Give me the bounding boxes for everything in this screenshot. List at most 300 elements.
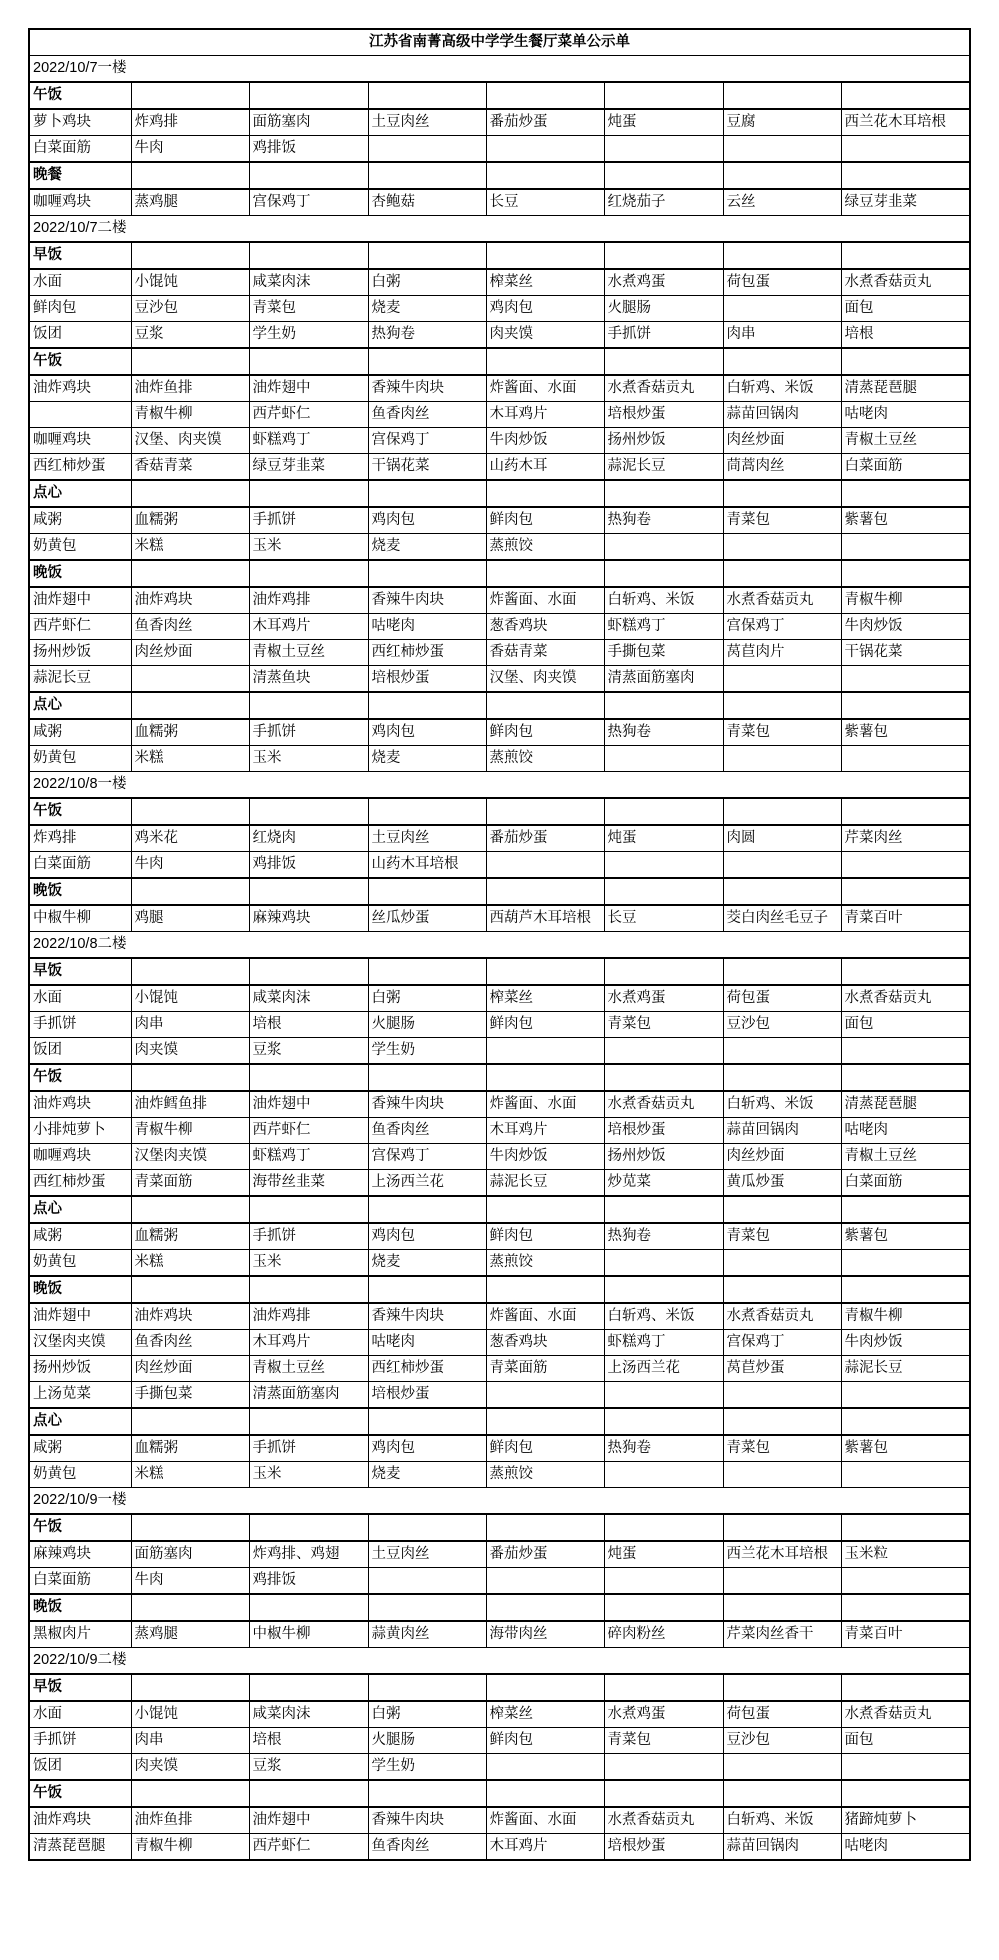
empty-cell [486,692,604,719]
meal-label: 点心 [29,1408,131,1435]
empty-cell [486,1038,604,1065]
dish-cell: 莴苣炒蛋 [723,1356,841,1382]
dish-cell: 手抓饼 [29,1012,131,1038]
meal-header-row [29,798,970,825]
dish-cell: 白菜面筋 [29,136,131,163]
empty-cell [368,480,486,507]
dish-cell: 玉米 [249,746,368,772]
empty-cell [841,1674,970,1701]
table-row [29,269,970,296]
dish-cell: 水面 [29,1701,131,1728]
dish-cell: 西芹虾仁 [249,1834,368,1861]
dish-cell: 青菜包 [604,1728,723,1754]
dish-cell: 牛肉 [131,1568,249,1595]
table-row [29,1382,970,1409]
table-row [29,1038,970,1065]
dish-cell: 鸡米花 [131,825,249,852]
dish-cell: 豆浆 [249,1038,368,1065]
empty-cell [604,1780,723,1807]
table-row [29,825,970,852]
dish-cell: 鸡肉包 [368,719,486,746]
empty-cell [486,878,604,905]
dish-cell: 白菜面筋 [841,1170,970,1197]
table-row [29,109,970,136]
empty-cell [604,82,723,109]
date-header-row [29,56,970,83]
table-row [29,507,970,534]
dish-cell: 手撕包菜 [604,640,723,666]
table-row [29,454,970,481]
dish-cell: 咸菜肉沫 [249,1701,368,1728]
dish-cell: 榨菜丝 [486,985,604,1012]
empty-cell [486,1594,604,1621]
date-label: 2022/10/8一楼 [29,772,970,799]
dish-cell: 水煮香菇贡丸 [841,1701,970,1728]
dish-cell: 炒苋菜 [604,1170,723,1197]
empty-cell [604,1276,723,1303]
meal-label: 午饭 [29,82,131,109]
meal-label: 晚餐 [29,162,131,189]
dish-cell: 鲜肉包 [486,1728,604,1754]
empty-cell [131,798,249,825]
dish-cell: 油炸鱼排 [131,375,249,402]
empty-cell [841,1462,970,1488]
dish-cell: 白菜面筋 [29,1568,131,1595]
dish-cell: 红烧茄子 [604,189,723,216]
empty-cell [604,1064,723,1091]
dish-cell: 青菜包 [723,719,841,746]
dish-cell: 海带丝韭菜 [249,1170,368,1197]
empty-cell [131,666,249,693]
dish-cell: 培根炒蛋 [604,402,723,428]
dish-cell: 咕咾肉 [841,1834,970,1861]
dish-cell: 香菇青菜 [486,640,604,666]
dish-cell: 水煮鸡蛋 [604,269,723,296]
dish-cell: 鲜肉包 [486,719,604,746]
meal-label: 晚饭 [29,878,131,905]
dish-cell: 水煮鸡蛋 [604,985,723,1012]
dish-cell: 鱼香肉丝 [368,1118,486,1144]
dish-cell: 虾糕鸡丁 [249,1144,368,1170]
dish-cell: 手抓饼 [29,1728,131,1754]
empty-cell [604,1594,723,1621]
dish-cell: 木耳鸡片 [486,1118,604,1144]
dish-cell: 烧麦 [368,296,486,322]
table-row [29,1435,970,1462]
dish-cell: 香辣牛肉块 [368,1807,486,1834]
dish-cell: 西葫芦木耳培根 [486,905,604,932]
empty-cell [723,1064,841,1091]
dish-cell: 白斩鸡、米饭 [723,1091,841,1118]
dish-cell: 西兰花木耳培根 [841,109,970,136]
dish-cell: 青椒牛柳 [841,587,970,614]
dish-cell: 培根 [249,1728,368,1754]
meal-label: 午饭 [29,1780,131,1807]
empty-cell [368,958,486,985]
empty-cell [723,746,841,772]
dish-cell: 面包 [841,1012,970,1038]
dish-cell: 葱香鸡块 [486,614,604,640]
dish-cell: 清蒸琵琶腿 [841,1091,970,1118]
dish-cell: 肉丝炒面 [131,1356,249,1382]
dish-cell: 鸡肉包 [368,1435,486,1462]
empty-cell [604,1250,723,1277]
empty-cell [841,1382,970,1409]
dish-cell: 扬州炒饭 [604,1144,723,1170]
dish-cell: 番茄炒蛋 [486,109,604,136]
table-row [29,1012,970,1038]
table-row [29,375,970,402]
dish-cell: 炖蛋 [604,825,723,852]
dish-cell: 热狗卷 [604,1435,723,1462]
empty-cell [368,82,486,109]
dish-cell: 烧麦 [368,1250,486,1277]
dish-cell: 荷包蛋 [723,1701,841,1728]
empty-cell [249,82,368,109]
dish-cell: 杏鲍菇 [368,189,486,216]
dish-cell: 咸菜肉沫 [249,985,368,1012]
dish-cell: 黑椒肉片 [29,1621,131,1648]
dish-cell: 水煮香菇贡丸 [604,1807,723,1834]
menu-table [28,28,971,1861]
dish-cell: 咕咾肉 [368,1330,486,1356]
dish-cell: 咸粥 [29,1223,131,1250]
dish-cell: 白菜面筋 [841,454,970,481]
empty-cell [486,1514,604,1541]
table-row [29,1223,970,1250]
empty-cell [723,1382,841,1409]
dish-cell: 咖喱鸡块 [29,1144,131,1170]
date-label: 2022/10/9一楼 [29,1488,970,1515]
empty-cell [723,1408,841,1435]
empty-cell [249,1674,368,1701]
dish-cell: 麻辣鸡块 [29,1541,131,1568]
dish-cell: 肉夹馍 [486,322,604,349]
dish-cell: 水煮香菇贡丸 [841,985,970,1012]
dish-cell: 火腿肠 [368,1012,486,1038]
dish-cell: 土豆肉丝 [368,109,486,136]
dish-cell: 香辣牛肉块 [368,1091,486,1118]
empty-cell [486,348,604,375]
dish-cell: 手抓饼 [249,719,368,746]
dish-cell: 宫保鸡丁 [368,428,486,454]
table-row [29,1621,970,1648]
dish-cell: 蒸煎饺 [486,746,604,772]
empty-cell [723,1196,841,1223]
dish-cell: 番茄炒蛋 [486,1541,604,1568]
empty-cell [249,1064,368,1091]
empty-cell [249,1408,368,1435]
dish-cell: 黄瓜炒蛋 [723,1170,841,1197]
empty-cell [368,1674,486,1701]
dish-cell: 玉米粒 [841,1541,970,1568]
meal-header-row [29,1594,970,1621]
dish-cell: 手抓饼 [249,1223,368,1250]
dish-cell: 葱香鸡块 [486,1330,604,1356]
empty-cell [723,1594,841,1621]
dish-cell: 绿豆芽韭菜 [841,189,970,216]
dish-cell: 鸡腿 [131,905,249,932]
empty-cell [131,1594,249,1621]
dish-cell: 鲜肉包 [486,1012,604,1038]
dish-cell: 面筋塞肉 [249,109,368,136]
empty-cell [131,878,249,905]
dish-cell: 干锅花菜 [368,454,486,481]
empty-cell [486,136,604,163]
meal-header-row [29,1780,970,1807]
empty-cell [131,1276,249,1303]
dish-cell: 西红柿炒蛋 [368,640,486,666]
meal-label: 晚饭 [29,1276,131,1303]
meal-header-row [29,1276,970,1303]
empty-cell [486,1196,604,1223]
table-row [29,719,970,746]
dish-cell: 炸酱面、水面 [486,375,604,402]
empty-cell [249,560,368,587]
empty-cell [131,1674,249,1701]
empty-cell [131,560,249,587]
empty-cell [368,560,486,587]
empty-cell [604,136,723,163]
dish-cell: 培根炒蛋 [368,666,486,693]
table-row [29,1091,970,1118]
empty-cell [723,1568,841,1595]
dish-cell: 鸡排饭 [249,1568,368,1595]
dish-cell: 云丝 [723,189,841,216]
empty-cell [368,1064,486,1091]
dish-cell: 青菜包 [723,1435,841,1462]
dish-cell: 长豆 [604,905,723,932]
empty-cell [249,692,368,719]
table-row [29,1462,970,1488]
empty-cell [368,1196,486,1223]
dish-cell: 萝卜鸡块 [29,109,131,136]
dish-cell: 白斩鸡、米饭 [604,1303,723,1330]
dish-cell: 水煮香菇贡丸 [841,269,970,296]
dish-cell: 汉堡、肉夹馍 [131,428,249,454]
empty-cell [604,1514,723,1541]
dish-cell: 奶黄包 [29,746,131,772]
dish-cell: 宫保鸡丁 [723,1330,841,1356]
dish-cell: 青菜百叶 [841,905,970,932]
empty-cell [841,534,970,561]
empty-cell [131,958,249,985]
empty-cell [841,1250,970,1277]
dish-cell: 培根 [249,1012,368,1038]
dish-cell: 清蒸面筋塞肉 [249,1382,368,1409]
dish-cell: 咖喱鸡块 [29,189,131,216]
dish-cell: 培根炒蛋 [604,1834,723,1861]
dish-cell: 蒜苗回锅肉 [723,1118,841,1144]
dish-cell: 手抓饼 [249,1435,368,1462]
table-row [29,1303,970,1330]
dish-cell: 油炸鳕鱼排 [131,1091,249,1118]
dish-cell: 油炸鸡块 [29,1091,131,1118]
table-row [29,1701,970,1728]
empty-cell [841,1276,970,1303]
dish-cell: 水面 [29,985,131,1012]
meal-header-row [29,480,970,507]
empty-cell [723,136,841,163]
empty-cell [486,82,604,109]
dish-cell: 芹菜肉丝 [841,825,970,852]
empty-cell [841,1064,970,1091]
empty-cell [368,1780,486,1807]
table-row [29,1807,970,1834]
meal-label: 晚饭 [29,1594,131,1621]
meal-label: 早饭 [29,242,131,269]
dish-cell: 水煮香菇贡丸 [604,375,723,402]
empty-cell [249,162,368,189]
dish-cell: 鱼香肉丝 [368,402,486,428]
dish-cell: 肉串 [131,1728,249,1754]
dish-cell: 水煮鸡蛋 [604,1701,723,1728]
dish-cell: 土豆肉丝 [368,825,486,852]
empty-cell [368,1568,486,1595]
dish-cell: 白菜面筋 [29,852,131,879]
dish-cell: 紫薯包 [841,1435,970,1462]
dish-cell: 炸酱面、水面 [486,1807,604,1834]
empty-cell [368,162,486,189]
dish-cell: 宫保鸡丁 [368,1144,486,1170]
meal-label: 午饭 [29,348,131,375]
dish-cell: 血糯粥 [131,507,249,534]
table-row [29,1568,970,1595]
dish-cell: 牛肉炒饭 [486,428,604,454]
empty-cell [368,242,486,269]
meal-label: 点心 [29,1196,131,1223]
empty-cell [604,878,723,905]
dish-cell: 肉夹馍 [131,1754,249,1781]
dish-cell: 油炸鱼排 [131,1807,249,1834]
empty-cell [841,242,970,269]
empty-cell [604,1408,723,1435]
dish-cell: 木耳鸡片 [486,1834,604,1861]
table-row [29,136,970,163]
meal-label: 午饭 [29,798,131,825]
dish-cell: 油炸鸡排 [249,1303,368,1330]
empty-cell [131,1064,249,1091]
meal-header-row [29,1514,970,1541]
date-header-row [29,216,970,243]
empty-cell [841,878,970,905]
dish-cell: 水煮香菇贡丸 [723,587,841,614]
dish-cell: 清蒸鱼块 [249,666,368,693]
table-row [29,534,970,561]
dish-cell: 培根 [841,322,970,349]
meal-header-row [29,242,970,269]
dish-cell: 牛肉 [131,136,249,163]
dish-cell: 紫薯包 [841,507,970,534]
empty-cell [841,162,970,189]
empty-cell [723,1250,841,1277]
empty-cell [486,1382,604,1409]
dish-cell: 咸粥 [29,1435,131,1462]
dish-cell: 蒸鸡腿 [131,189,249,216]
dish-cell: 炸鸡排 [131,109,249,136]
empty-cell [486,1276,604,1303]
empty-cell [841,1038,970,1065]
empty-cell [841,798,970,825]
table-row [29,1330,970,1356]
empty-cell [841,1514,970,1541]
dish-cell: 扬州炒饭 [29,1356,131,1382]
date-label: 2022/10/8二楼 [29,932,970,959]
dish-cell: 芹菜肉丝香干 [723,1621,841,1648]
dish-cell: 手抓饼 [604,322,723,349]
empty-cell [131,242,249,269]
empty-cell [249,1594,368,1621]
dish-cell: 猪蹄炖萝卜 [841,1807,970,1834]
empty-cell [604,162,723,189]
meal-header-row [29,162,970,189]
dish-cell: 西红柿炒蛋 [29,1170,131,1197]
dish-cell: 蒜苗回锅肉 [723,402,841,428]
empty-cell [841,746,970,772]
dish-cell: 香菇青菜 [131,454,249,481]
empty-cell [723,692,841,719]
table-row [29,1834,970,1861]
dish-cell: 学生奶 [368,1038,486,1065]
empty-cell [723,1780,841,1807]
dish-cell: 热狗卷 [604,719,723,746]
dish-cell: 水面 [29,269,131,296]
dish-cell: 肉丝炒面 [723,1144,841,1170]
empty-cell [841,852,970,879]
empty-cell [486,958,604,985]
dish-cell: 海带肉丝 [486,1621,604,1648]
empty-cell [723,534,841,561]
dish-cell: 热狗卷 [604,1223,723,1250]
date-label: 2022/10/7一楼 [29,56,970,83]
dish-cell: 宫保鸡丁 [249,189,368,216]
empty-cell [604,1568,723,1595]
empty-cell [604,534,723,561]
empty-cell [249,1196,368,1223]
dish-cell: 干锅花菜 [841,640,970,666]
empty-cell [604,852,723,879]
empty-cell [368,878,486,905]
dish-cell: 青椒牛柳 [131,1118,249,1144]
dish-cell: 小馄饨 [131,985,249,1012]
empty-cell [604,798,723,825]
dish-cell: 蒜泥长豆 [604,454,723,481]
dish-cell: 油炸翅中 [249,375,368,402]
empty-cell [486,1780,604,1807]
dish-cell: 蒜泥长豆 [841,1356,970,1382]
empty-cell [368,1514,486,1541]
dish-cell: 上汤苋菜 [29,1382,131,1409]
dish-cell: 西红柿炒蛋 [29,454,131,481]
dish-cell: 丝瓜炒蛋 [368,905,486,932]
dish-cell: 肉串 [131,1012,249,1038]
dish-cell: 烧麦 [368,1462,486,1488]
dish-cell: 血糯粥 [131,719,249,746]
dish-cell: 蒸煎饺 [486,1462,604,1488]
dish-cell: 牛肉 [131,852,249,879]
dish-cell: 咕咾肉 [368,614,486,640]
date-header-row [29,772,970,799]
dish-cell: 紫薯包 [841,1223,970,1250]
table-row [29,1728,970,1754]
empty-cell [604,242,723,269]
empty-cell [723,242,841,269]
empty-cell [841,1594,970,1621]
empty-cell [841,692,970,719]
dish-cell: 蒜泥长豆 [29,666,131,693]
empty-cell [723,480,841,507]
meal-header-row [29,1064,970,1091]
